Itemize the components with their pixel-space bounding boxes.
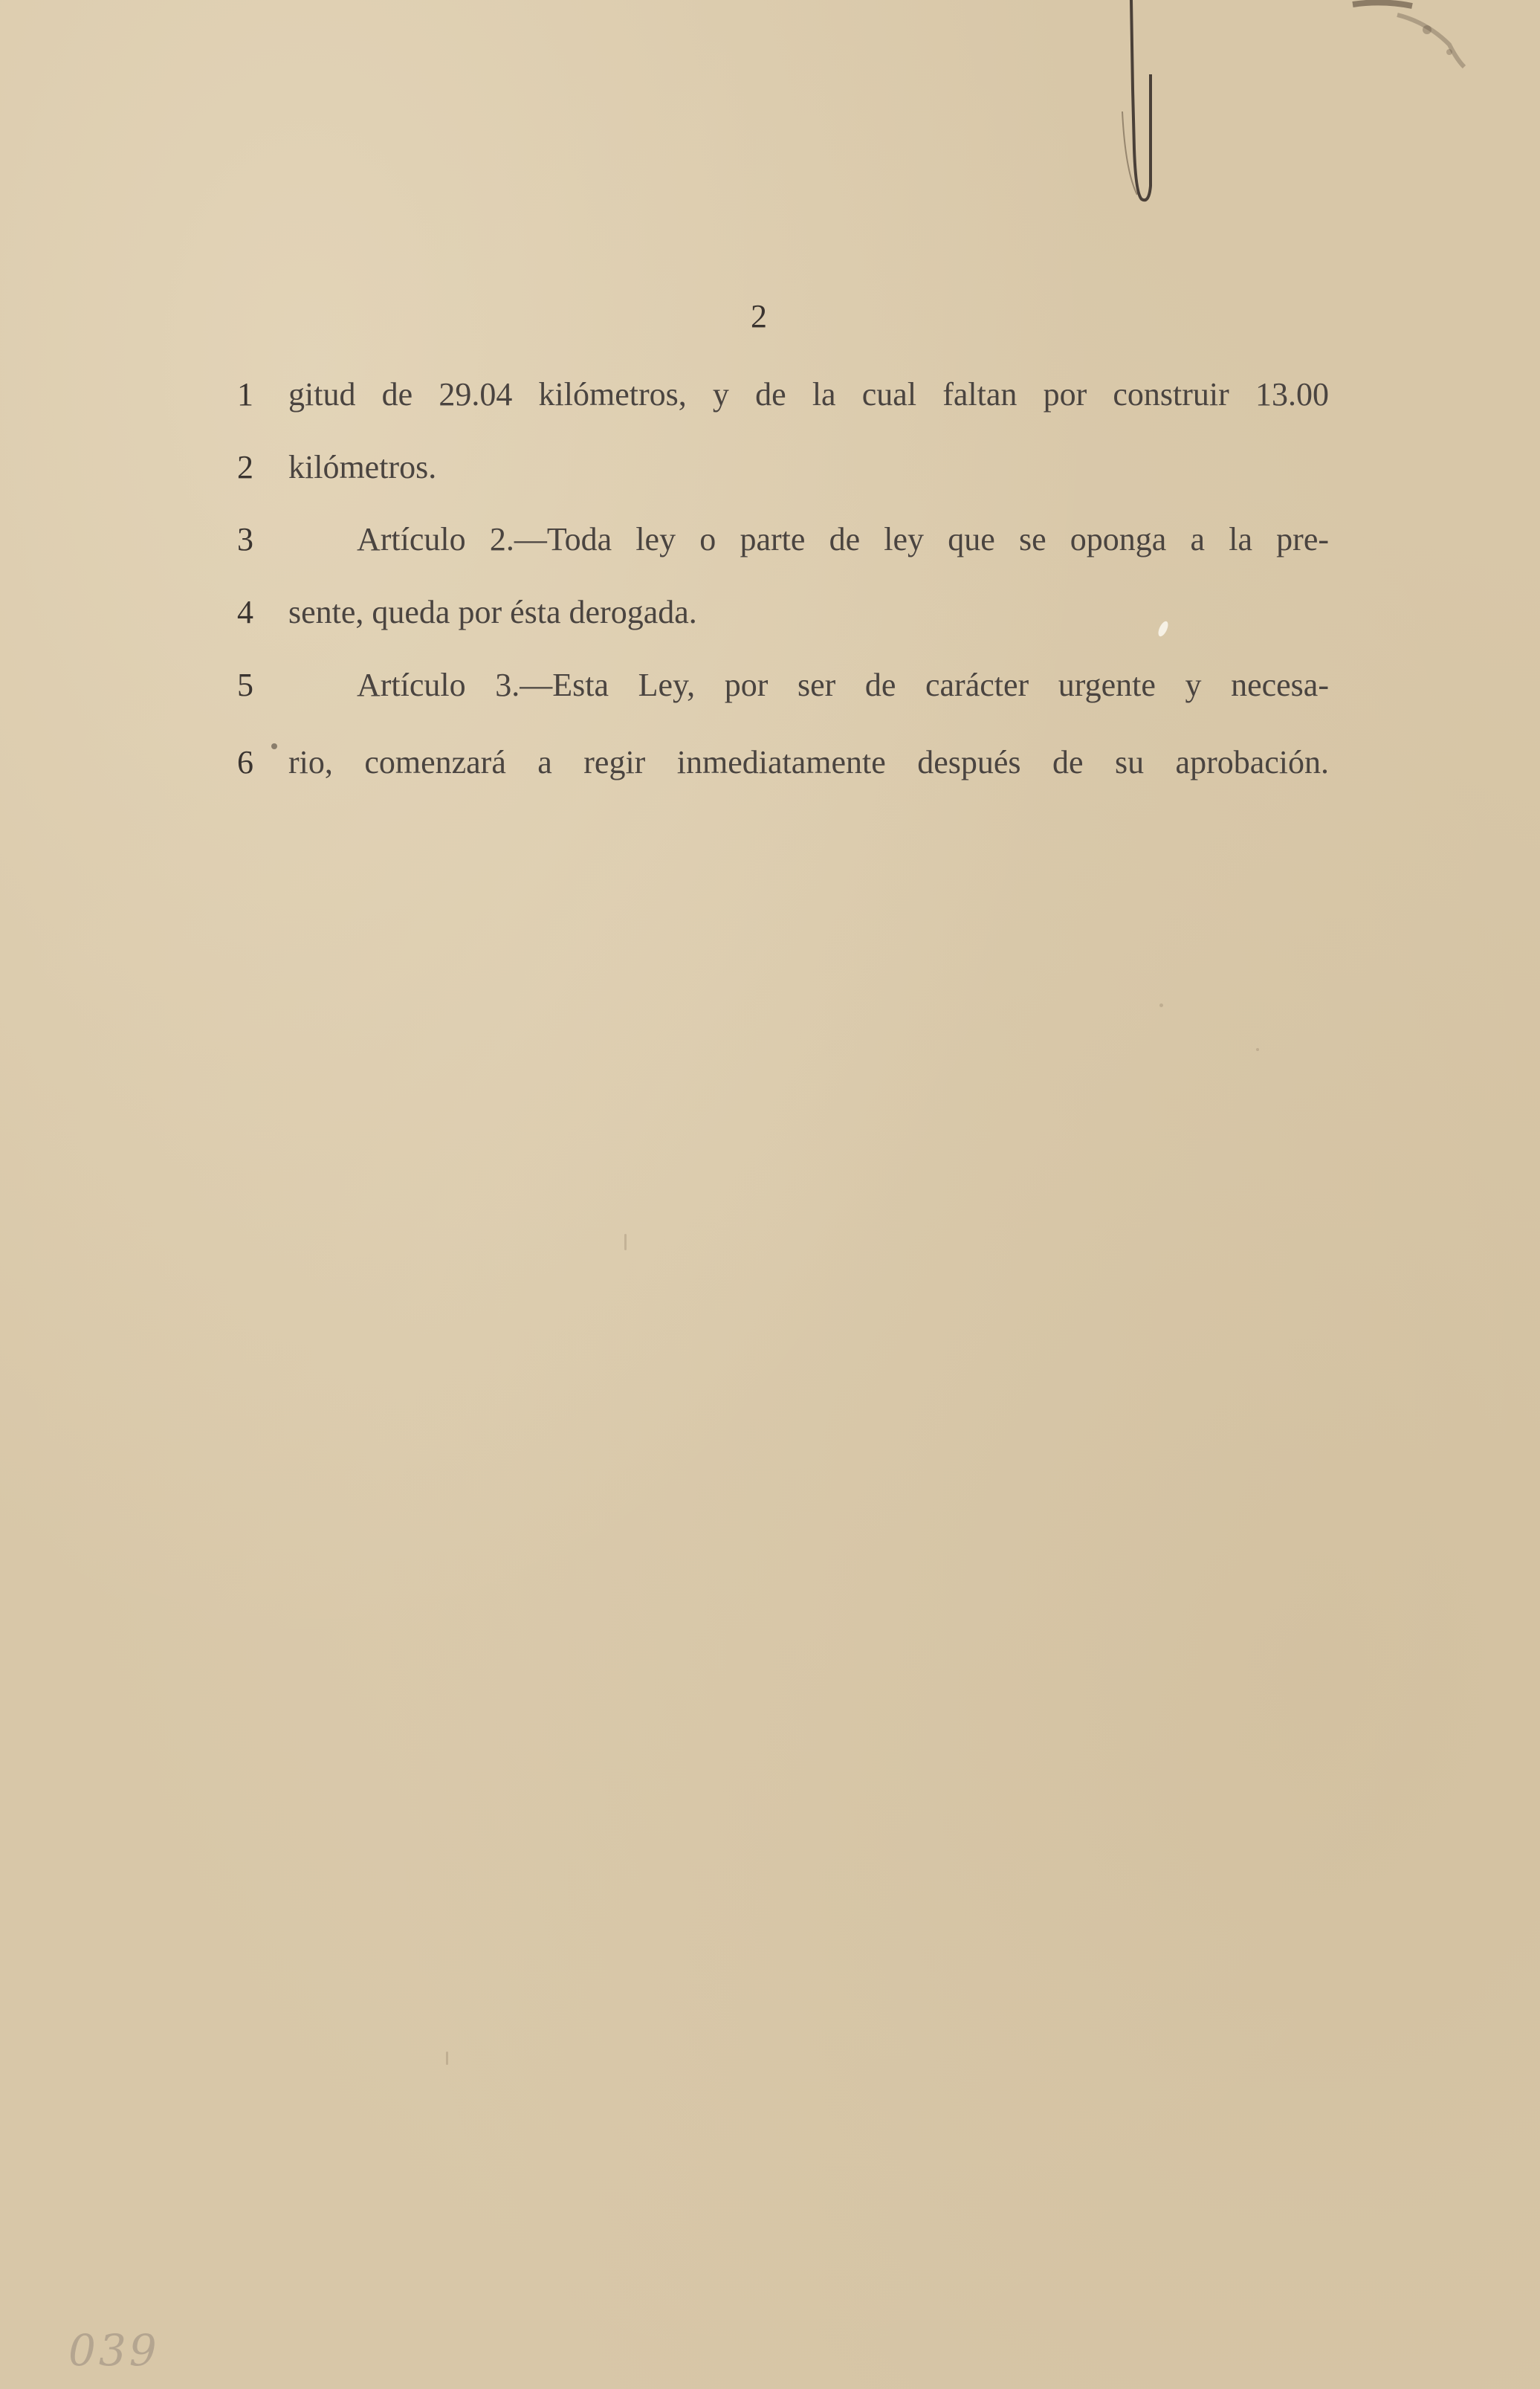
text-line-5	[0, 666, 1540, 718]
line-number: 3	[237, 521, 253, 557]
line-number: 6	[237, 744, 253, 780]
line-text: rio, comenzará a regir inmediatamente después de su aprobación.	[288, 744, 1329, 780]
paper-fleck	[271, 743, 277, 749]
line-number: 5	[237, 667, 253, 703]
line-number: 1	[237, 376, 253, 413]
page-number: 2	[751, 298, 767, 334]
paper-fleck	[624, 1234, 627, 1250]
paper-clip-mark	[1107, 0, 1167, 216]
paper-fleck	[1159, 1003, 1163, 1007]
corner-stain	[1338, 0, 1486, 82]
text-line-1	[0, 375, 1540, 427]
line-text: sente, queda por ésta derogada.	[288, 594, 697, 630]
paper-fleck	[446, 2052, 448, 2065]
text-line-3	[0, 520, 1540, 572]
line-text: Artículo 3.—Esta Ley, por ser de carácter urgente y necesa-	[357, 667, 1329, 703]
archive-number: 039	[68, 2325, 160, 2376]
text-line-2	[0, 448, 1540, 500]
paper-fleck	[1256, 1048, 1259, 1051]
line-text: Artículo 2.—Toda ley o parte de ley que se oponga a la pre-	[357, 521, 1329, 557]
line-number: 4	[237, 594, 253, 630]
line-number: 2	[237, 449, 253, 485]
text-line-4	[0, 593, 1540, 645]
text-line-6	[0, 743, 1540, 795]
line-text: gitud de 29.04 kilómetros, y de la cual faltan por construir 13.00	[288, 376, 1329, 413]
line-text: kilómetros.	[288, 449, 437, 485]
